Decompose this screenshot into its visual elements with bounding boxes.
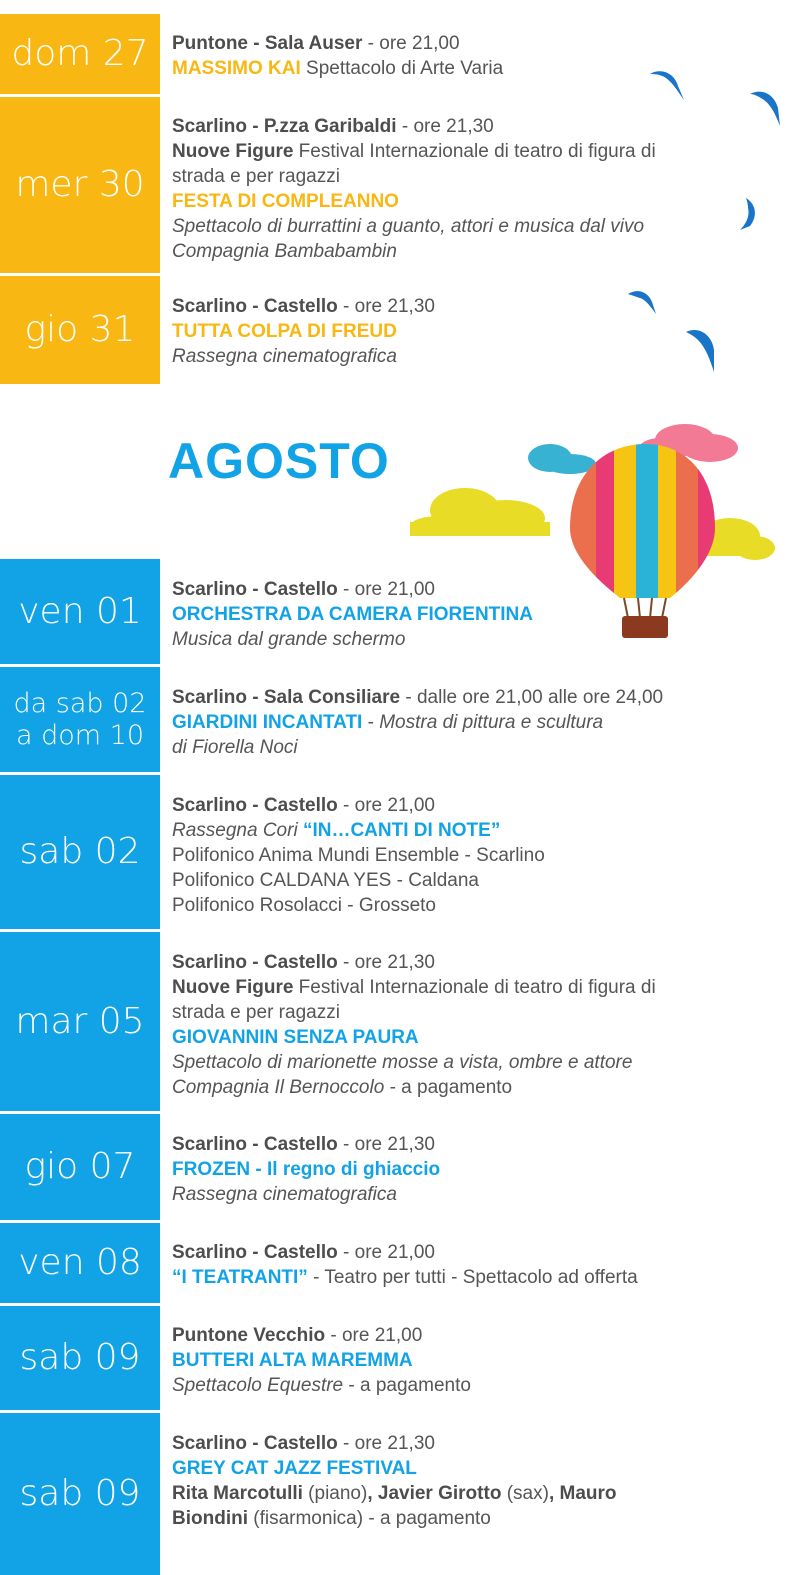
- event-venue: Scarlino - Castello: [172, 579, 338, 600]
- event-sab-09: [172, 1323, 802, 1398]
- date-label: mer 30: [15, 164, 145, 206]
- event-dom-27: [172, 31, 802, 81]
- choir-item: Polifonico Rosolacci - Grosseto: [172, 895, 436, 916]
- date-sab-09-jazz: [0, 1413, 160, 1575]
- event-time: - ore 21,00: [325, 1325, 423, 1346]
- event-time: - dalle ore 21,00 alle ore 24,00: [400, 687, 664, 708]
- date-dom-27: [0, 14, 160, 94]
- event-desc: Rassegna cinematografica: [172, 1184, 397, 1205]
- event-title: GIARDINI INCANTATI: [172, 712, 363, 733]
- event-subtitle: Spettacolo di Arte Varia: [300, 58, 504, 79]
- event-price: - a pagamento: [384, 1077, 513, 1098]
- event-title: GREY CAT JAZZ FESTIVAL: [172, 1458, 417, 1479]
- date-gio-07: [0, 1114, 160, 1220]
- event-sab-02: [172, 793, 802, 918]
- event-desc: di Fiorella Noci: [172, 737, 298, 758]
- swallow-icon: [648, 66, 688, 102]
- event-title: TUTTA COLPA DI FREUD: [172, 321, 397, 342]
- date-range: [14, 688, 147, 752]
- date-sab-09: [0, 1306, 160, 1410]
- swallow-icon: [736, 196, 762, 232]
- event-venue: Scarlino - Sala Consiliare: [172, 687, 401, 708]
- swallow-icon: [684, 326, 724, 374]
- event-title: GIOVANNIN SENZA PAURA: [172, 1027, 419, 1048]
- date-label: dom 27: [11, 33, 149, 75]
- event-ven-01: [172, 577, 802, 652]
- festival-desc: Festival Internazionale di teatro di figura di: [293, 977, 656, 998]
- event-desc: Spettacolo di burrattini a guanto, attori e musica dal vivo: [172, 216, 645, 237]
- date-label: a dom 10: [15, 719, 145, 751]
- event-venue: Scarlino - Castello: [172, 1134, 338, 1155]
- event-desc: Musica dal grande schermo: [172, 629, 406, 650]
- event-title: “IN…CANTI DI NOTE”: [302, 820, 501, 841]
- date-label: mar 05: [15, 1000, 145, 1042]
- event-title: ORCHESTRA DA CAMERA FIORENTINA: [172, 604, 533, 625]
- event-venue: Scarlino - Castello: [172, 1433, 338, 1454]
- choir-item: Polifonico Anima Mundi Ensemble - Scarlino: [172, 845, 545, 866]
- event-gio-07: [172, 1132, 802, 1207]
- date-mar-05: [0, 932, 160, 1111]
- event-sab-02-dom-10: [172, 685, 802, 760]
- event-time: - ore 21,00: [362, 33, 460, 54]
- performer-role: (sax): [501, 1483, 549, 1504]
- event-title: BUTTERI ALTA MAREMMA: [172, 1350, 413, 1371]
- event-title: “I TEATRANTI”: [172, 1267, 308, 1288]
- date-label: da sab 02: [13, 687, 147, 719]
- festival-desc: strada e per ragazzi: [172, 166, 340, 187]
- event-time: - ore 21,30: [337, 952, 435, 973]
- date-label: gio 07: [24, 1146, 136, 1188]
- event-price: - a pagamento: [343, 1375, 471, 1396]
- event-time: - ore 21,30: [396, 116, 494, 137]
- separator: -: [362, 712, 380, 733]
- date-gio-31: [0, 276, 160, 384]
- date-ven-08: [0, 1223, 160, 1303]
- event-time: - ore 21,00: [337, 1242, 435, 1263]
- swallow-icon: [748, 88, 788, 128]
- performer-role: (piano): [302, 1483, 368, 1504]
- date-label: sab 09: [19, 1473, 141, 1515]
- event-venue: Scarlino - P.zza Garibaldi: [172, 116, 397, 137]
- festival-desc: Festival Internazionale di teatro di figura di: [293, 141, 656, 162]
- event-venue: Scarlino - Castello: [172, 952, 338, 973]
- date-label: sab 02: [19, 831, 141, 873]
- event-venue: Puntone Vecchio: [172, 1325, 326, 1346]
- event-desc: Rassegna Cori: [172, 820, 303, 841]
- performer: Javier Girotto: [377, 1483, 502, 1504]
- performer: Biondini: [172, 1508, 248, 1529]
- event-ven-08: [172, 1240, 802, 1290]
- event-venue: Puntone - Sala Auser: [172, 33, 363, 54]
- event-venue: Scarlino - Castello: [172, 1242, 338, 1263]
- festival-name: Nuove Figure: [172, 977, 294, 998]
- event-time: - ore 21,30: [337, 1134, 435, 1155]
- month-heading: AGOSTO: [168, 433, 390, 489]
- event-time: - ore 21,30: [337, 1433, 435, 1454]
- event-title: MASSIMO KAI: [172, 58, 301, 79]
- date-label: sab 09: [19, 1337, 141, 1379]
- event-desc: Spettacolo di marionette mosse a vista, ombre e attore: [172, 1052, 633, 1073]
- event-desc: Rassegna cinematografica: [172, 346, 397, 367]
- performer-role: (fisarmonica) - a pagamento: [247, 1508, 491, 1529]
- festival-desc: strada e per ragazzi: [172, 1002, 340, 1023]
- swallow-icon: [626, 288, 660, 316]
- event-title: FROZEN - Il regno di ghiaccio: [172, 1159, 441, 1180]
- event-sab-09-jazz: [172, 1431, 802, 1531]
- event-mer-30: [172, 114, 802, 264]
- date-label: gio 31: [24, 309, 136, 351]
- event-venue: Scarlino - Castello: [172, 795, 338, 816]
- event-desc: Spettacolo Equestre: [172, 1375, 344, 1396]
- separator: ,: [367, 1483, 378, 1504]
- festival-name: Nuove Figure: [172, 141, 294, 162]
- event-desc: Mostra di pittura e scultura: [379, 712, 604, 733]
- performer: Mauro: [559, 1483, 617, 1504]
- event-venue: Scarlino - Castello: [172, 296, 338, 317]
- event-time: - ore 21,00: [337, 579, 435, 600]
- separator: ,: [548, 1483, 560, 1504]
- date-mer-30: [0, 97, 160, 273]
- event-time: - ore 21,30: [337, 296, 435, 317]
- cloud-icon: [528, 444, 596, 474]
- date-label: ven 01: [18, 590, 142, 632]
- performer: Rita Marcotulli: [172, 1483, 303, 1504]
- event-mar-05: [172, 950, 802, 1100]
- date-sab-02-dom-10: [0, 667, 160, 772]
- event-company: Compagnia Bambabambin: [172, 241, 397, 262]
- event-desc: - Teatro per tutti - Spettacolo ad offerta: [307, 1267, 638, 1288]
- cloud-icon: [410, 488, 550, 536]
- event-company: Compagnia Il Bernoccolo: [172, 1077, 385, 1098]
- date-sab-02: [0, 775, 160, 929]
- choir-item: Polifonico CALDANA YES - Caldana: [172, 870, 479, 891]
- date-label: ven 08: [18, 1242, 142, 1284]
- event-time: - ore 21,00: [337, 795, 435, 816]
- date-ven-01: [0, 559, 160, 664]
- event-title: FESTA DI COMPLEANNO: [172, 191, 399, 212]
